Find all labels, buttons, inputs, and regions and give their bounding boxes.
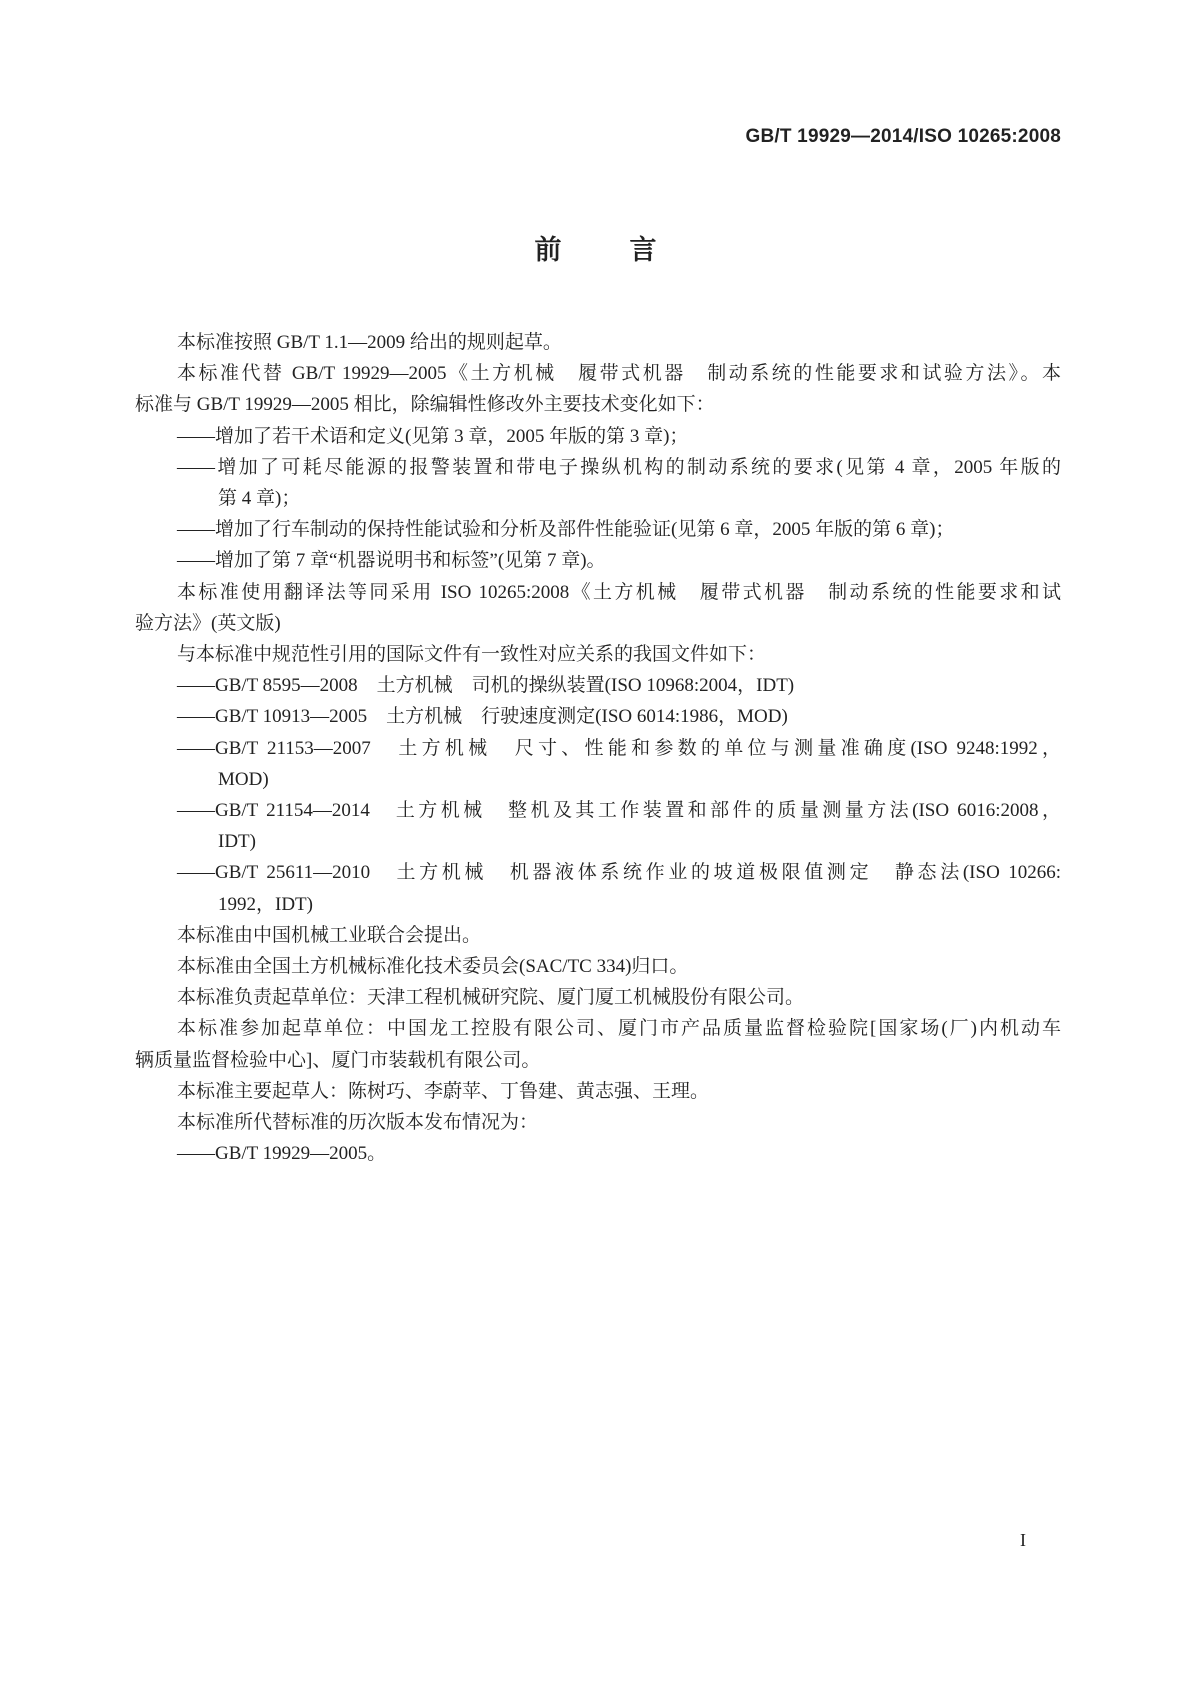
paragraph-line: 本标准负责起草单位：天津工程机械研究院、厦门厦工机械股份有限公司。 [177, 987, 805, 1009]
paragraph-line: 本标准所代替标准的历次版本发布情况为： [177, 1111, 539, 1133]
paragraph-line: 本标准代替 GB/T 19929—2005《土方机械 履带式机器 制动系统的性能要求和试验方法》。本 [177, 363, 1061, 385]
standard-code-header: GB/T 19929—2014/ISO 10265:2008 [745, 126, 1061, 147]
list-item-line: ——GB/T 10913—2005 土方机械 行驶速度测定(ISO 6014:1986，MOD) [177, 706, 788, 728]
list-item-line: ——GB/T 25611—2010 土方机械 机器液体系统作业的坡道极限值测定 静态法(ISO 10266: [177, 862, 1061, 884]
list-item-line: ——GB/T 21154—2014 土方机械 整机及其工作装置和部件的质量测量方法(ISO 6016:2008， [177, 799, 1061, 821]
title-char: 前 [534, 235, 562, 266]
paragraph-line: 本标准由全国土方机械标准化技术委员会(SAC/TC 334)归口。 [177, 955, 689, 977]
list-item-line: ——GB/T 21153—2007 土方机械 尺寸、性能和参数的单位与测量准确度(ISO 9248:1992， [177, 737, 1061, 759]
paragraph-line: 本标准按照 GB/T 1.1—2009 给出的规则起草。 [177, 332, 562, 353]
paragraph-line: 本标准参加起草单位：中国龙工控股有限公司、厦门市产品质量监督检验院[国家场(厂)内机动车 [177, 1018, 1061, 1040]
list-item-line: ——增加了行车制动的保持性能试验和分析及部件性能验证(见第 6 章，2005 年版的第 6 章)； [177, 519, 955, 541]
list-item-line: ——增加了第 7 章“机器说明书和标签”(见第 7 章)。 [177, 550, 606, 572]
list-item-line: ——GB/T 19929—2005。 [177, 1143, 387, 1165]
paragraph-line: 本标准使用翻译法等同采用 ISO 10265:2008《土方机械 履带式机器 制动系统的性能要求和试 [177, 581, 1061, 603]
paragraph-line: 辆质量监督检验中心]、厦门市装载机有限公司。 [135, 1049, 541, 1071]
paragraph-line: 本标准主要起草人：陈树巧、李蔚苹、丁鲁建、黄志强、王理。 [177, 1080, 710, 1102]
page-title [0, 228, 1191, 267]
list-item-line: 1992，IDT) [218, 893, 313, 915]
list-item-line: MOD) [218, 768, 269, 790]
list-item-line: IDT) [218, 831, 256, 853]
title-char: 言 [629, 235, 657, 266]
paragraph-line: 验方法》(英文版) [135, 612, 281, 634]
paragraph-line: 与本标准中规范性引用的国际文件有一致性对应关系的我国文件如下： [177, 643, 767, 665]
list-item-line: ——GB/T 8595—2008 土方机械 司机的操纵装置(ISO 10968:2004，IDT) [177, 675, 795, 697]
page-number: I [1020, 1530, 1026, 1550]
paragraph-line: 本标准由中国机械工业联合会提出。 [177, 924, 482, 946]
list-item-line: ——增加了若干术语和定义(见第 3 章，2005 年版的第 3 章)； [177, 425, 689, 447]
foreword-body [135, 327, 1061, 1169]
paragraph-line: 标准与 GB/T 19929—2005 相比，除编辑性修改外主要技术变化如下： [135, 394, 715, 416]
list-item-line: 第 4 章)； [218, 487, 301, 509]
list-item-line: ——增加了可耗尽能源的报警装置和带电子操纵机构的制动系统的要求(见第 4 章，2005 年版的 [177, 456, 1061, 478]
